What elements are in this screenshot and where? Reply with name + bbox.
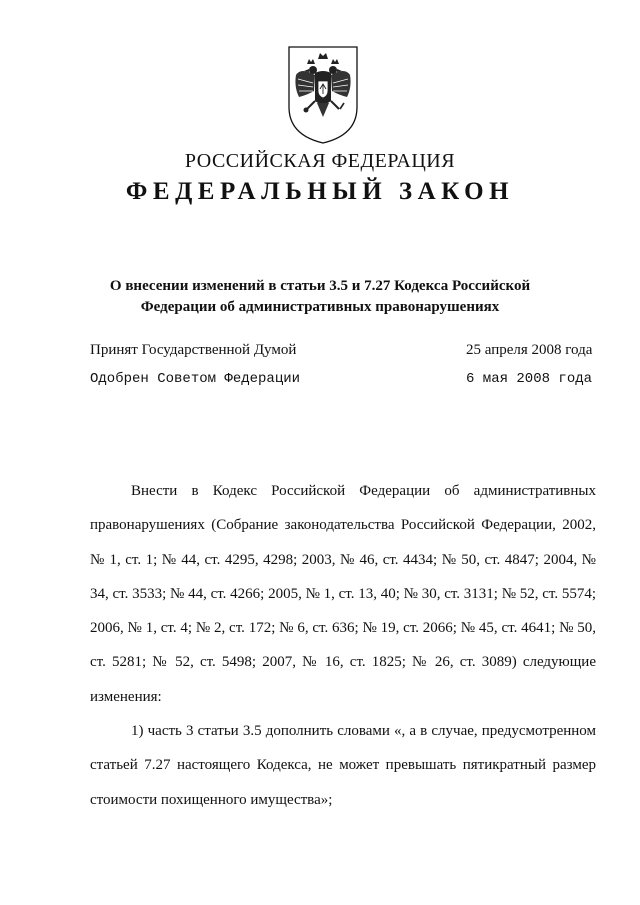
duma-adoption-label: Принят Государственной Думой [90, 342, 297, 358]
coat-of-arms-icon [287, 45, 359, 145]
subject-line-1: О внесении изменений в статьи 3.5 и 7.27 Кодекса Российской [109, 278, 531, 294]
intro-paragraph: Внести в Кодекс Российской Федерации об административных правонарушениях (Собрание законодательства Российской Федерации, 2002, № 1, ст. 1; № 44, ст. 4295, 4298; 2003, № 46, ст. 4434; № 50, ст. 4847; 2004, № 34, ст. 3533; № 44, ст. 4266; 2005, № 1, ст. 13, 40; № 30, ст. 3131; № 52, ст. 5574; 2006, № 1, ст. 4; № 2, ст. 172; № 6, ст. 636; № 19, ст. 2066; № 45, ст. 4641; № 50, ст. 5281; № 52, ст. 5498; 2007, № 16, ст. 1825; № 26, ст. 3089) следующие изменения: [90, 483, 597, 705]
subject-line-2: Федерации об административных правонарушениях [140, 299, 500, 315]
amendment-item-1: 1) часть 3 статьи 3.5 дополнить словами «, а в случае, предусмотренном статьей 7.27 настоящего Кодекса, не может превышать пятикратный размер стоимости похищенного имущества»; [90, 723, 596, 808]
law-subject-title [60, 276, 580, 318]
document-type-title: ФЕДЕРАЛЬНЫЙ ЗАКОН [125, 178, 515, 205]
country-heading: РОССИЙСКАЯ ФЕДЕРАЦИЯ [184, 150, 456, 172]
law-body [90, 474, 596, 817]
duma-adoption-date: 25 апреля 2008 года [466, 342, 593, 358]
council-approval-date: 6 мая 2008 года [466, 371, 593, 387]
council-approval-label: Одобрен Советом Федерации [90, 371, 301, 387]
